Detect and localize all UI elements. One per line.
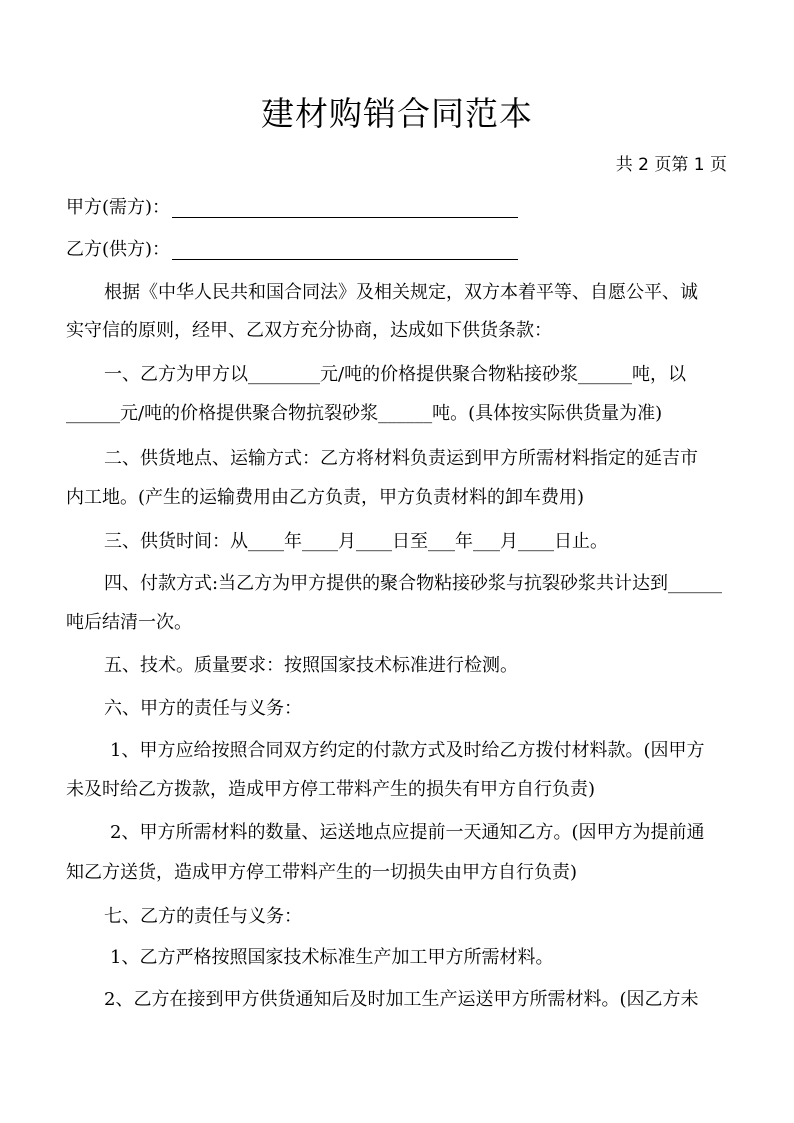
text-line: 根据《中华人民共和国合同法》及相关规定，双方本着平等、自愿公平、诚	[104, 282, 698, 303]
text-line: 1、乙方严格按照国家技术标准生产加工甲方所需材料。	[110, 947, 554, 968]
text-line: 二、供货地点、运输方式：乙方将材料负责运到甲方所需材料指定的延吉市	[104, 448, 698, 469]
text-line: 未及时给乙方拨款，造成甲方停工带料产生的损失有甲方自行负责)	[66, 779, 596, 800]
text-line: ______元/吨的价格提供聚合物抗裂砂浆______吨。(具体按实际供货量为准)	[66, 403, 663, 424]
text-line: 知乙方送货，造成甲方停工带料产生的一切损失由甲方自行负责)	[66, 862, 578, 883]
text-line: 四、付款方式:当乙方为甲方提供的聚合物粘接砂浆与抗裂砂浆共计达到______	[104, 573, 723, 594]
text-line: 2、甲方所需材料的数量、运送地点应提前一天通知乙方。(因甲方为提前通	[110, 822, 705, 843]
text-line: 六、甲方的责任与义务：	[104, 698, 302, 719]
text-line: 内工地。(产生的运输费用由乙方负责，甲方负责材料的卸车费用)	[66, 487, 585, 508]
text-line: 2、乙方在接到甲方供货通知后及时加工生产运送甲方所需材料。(因乙方未	[104, 989, 699, 1010]
text-line: 三、供货时间：从____年____月____日至___年___月____日止。	[104, 531, 608, 552]
text-line: 实守信的原则，经甲、乙双方充分协商，达成如下供货条款：	[66, 320, 552, 341]
text-line: 吨后结清一次。	[66, 612, 192, 633]
document-title: 建材购销合同范本	[261, 94, 533, 133]
text-line: 一、乙方为甲方以________元/吨的价格提供聚合物粘接砂浆______吨，以	[104, 364, 687, 385]
party-a-row	[66, 194, 518, 222]
party-b-row	[66, 236, 518, 264]
text-line: 七、乙方的责任与义务：	[104, 906, 302, 927]
party-b-blank-line	[172, 239, 518, 260]
text-line: 1、甲方应给按照合同双方约定的付款方式及时给乙方拨付材料款。(因甲方	[110, 740, 705, 761]
party-a-blank-line	[172, 197, 518, 218]
party-a-label: 甲方(需方)：	[66, 197, 171, 218]
page-indicator: 共 2 页第 1 页	[615, 155, 727, 175]
text-line: 五、技术。质量要求：按照国家技术标准进行检测。	[104, 655, 518, 676]
party-b-label: 乙方(供方)：	[66, 239, 171, 260]
